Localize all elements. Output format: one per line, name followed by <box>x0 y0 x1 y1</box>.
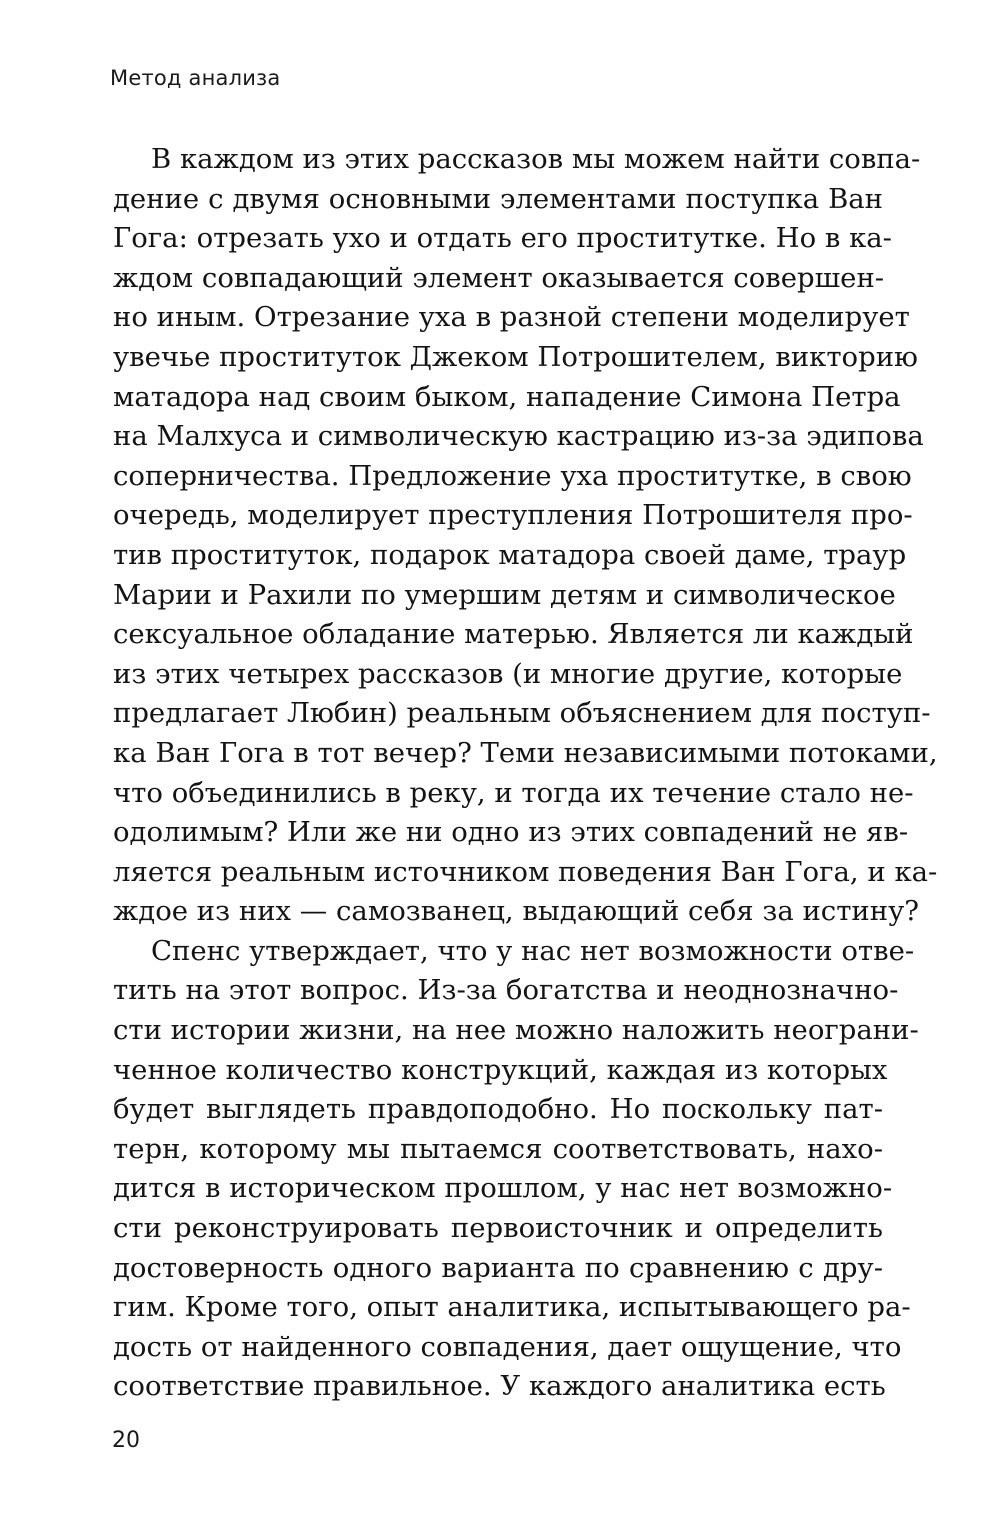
text-line: ждом совпадающий элемент оказывается совершен- <box>113 261 885 294</box>
text-line: гим. Кроме того, опыт аналитика, испытывающего ра- <box>113 1291 911 1324</box>
text-line: сти истории жизни, на нее можно наложить неограни- <box>113 1014 919 1047</box>
text-line: ждое из них — самозванец, выдающий себя за истину? <box>113 895 919 928</box>
text-line: соответствие правильное. У каждого аналитика есть <box>113 1370 886 1403</box>
text-line: будет выглядеть правдоподобно. Но поскольку пат- <box>113 1093 883 1126</box>
text-line: тить на этот вопрос. Из-за богатства и неоднозначно- <box>113 974 899 1007</box>
text-line: из этих четырех рассказов (и многие другие, которые <box>113 657 903 690</box>
text-line: очередь, моделирует преступления Потрошителя про- <box>113 499 913 532</box>
text-line: Марии и Рахили по умершим детям и символическое <box>113 578 896 611</box>
text-line: тив проституток, подарок матадора своей даме, траур <box>113 538 907 571</box>
text-line: сти реконструировать первоисточник и определить <box>113 1212 883 1245</box>
text-line: что объединились в реку, и тогда их течение стало не- <box>113 776 914 809</box>
text-line: одолимым? Или же ни одно из этих совпадений не яв- <box>113 816 909 849</box>
text-line: ченное количество конструкций, каждая из которых <box>113 1053 888 1086</box>
text-line: предлагает Любин) реальным объяснением для поступ- <box>113 697 931 730</box>
text-line: терн, которому мы пытаемся соответствовать, нахо- <box>113 1132 883 1165</box>
text-line: но иным. Отрезание уха в разной степени моделирует <box>113 301 910 334</box>
page-number: 20 <box>112 1428 140 1453</box>
text-line: дение с двумя основными элементами поступка Ван <box>113 182 883 215</box>
text-line: соперничества. Предложение уха проститутке, в свою <box>113 459 912 492</box>
running-head: Метод анализа <box>110 66 281 90</box>
text-line: достоверность одного варианта по сравнению с дру- <box>113 1251 883 1284</box>
text-line: Спенс утверждает, что у нас нет возможности отве- <box>151 934 915 967</box>
text-line: увечье проституток Джеком Потрошителем, викторию <box>113 340 918 373</box>
text-line: на Малхуса и символическую кастрацию из-за эдипова <box>113 420 924 453</box>
text-line: Гога: отрезать ухо и отдать его проститутке. Но в ка- <box>113 222 892 255</box>
text-line: матадора над своим быком, нападение Симона Петра <box>113 380 901 413</box>
body-text <box>113 140 938 1407</box>
text-line: ляется реальным источником поведения Ван Гога, и ка- <box>113 855 938 888</box>
text-line: В каждом из этих рассказов мы можем найти совпа- <box>151 143 921 175</box>
text-line: ка Ван Гога в тот вечер? Теми независимыми потоками, <box>113 736 938 769</box>
text-line: дость от найденного совпадения, дает ощущение, что <box>113 1330 902 1363</box>
text-line: сексуальное обладание матерью. Является ли каждый <box>113 618 914 651</box>
text-line: дится в историческом прошлом, у нас нет возможно- <box>113 1172 893 1205</box>
